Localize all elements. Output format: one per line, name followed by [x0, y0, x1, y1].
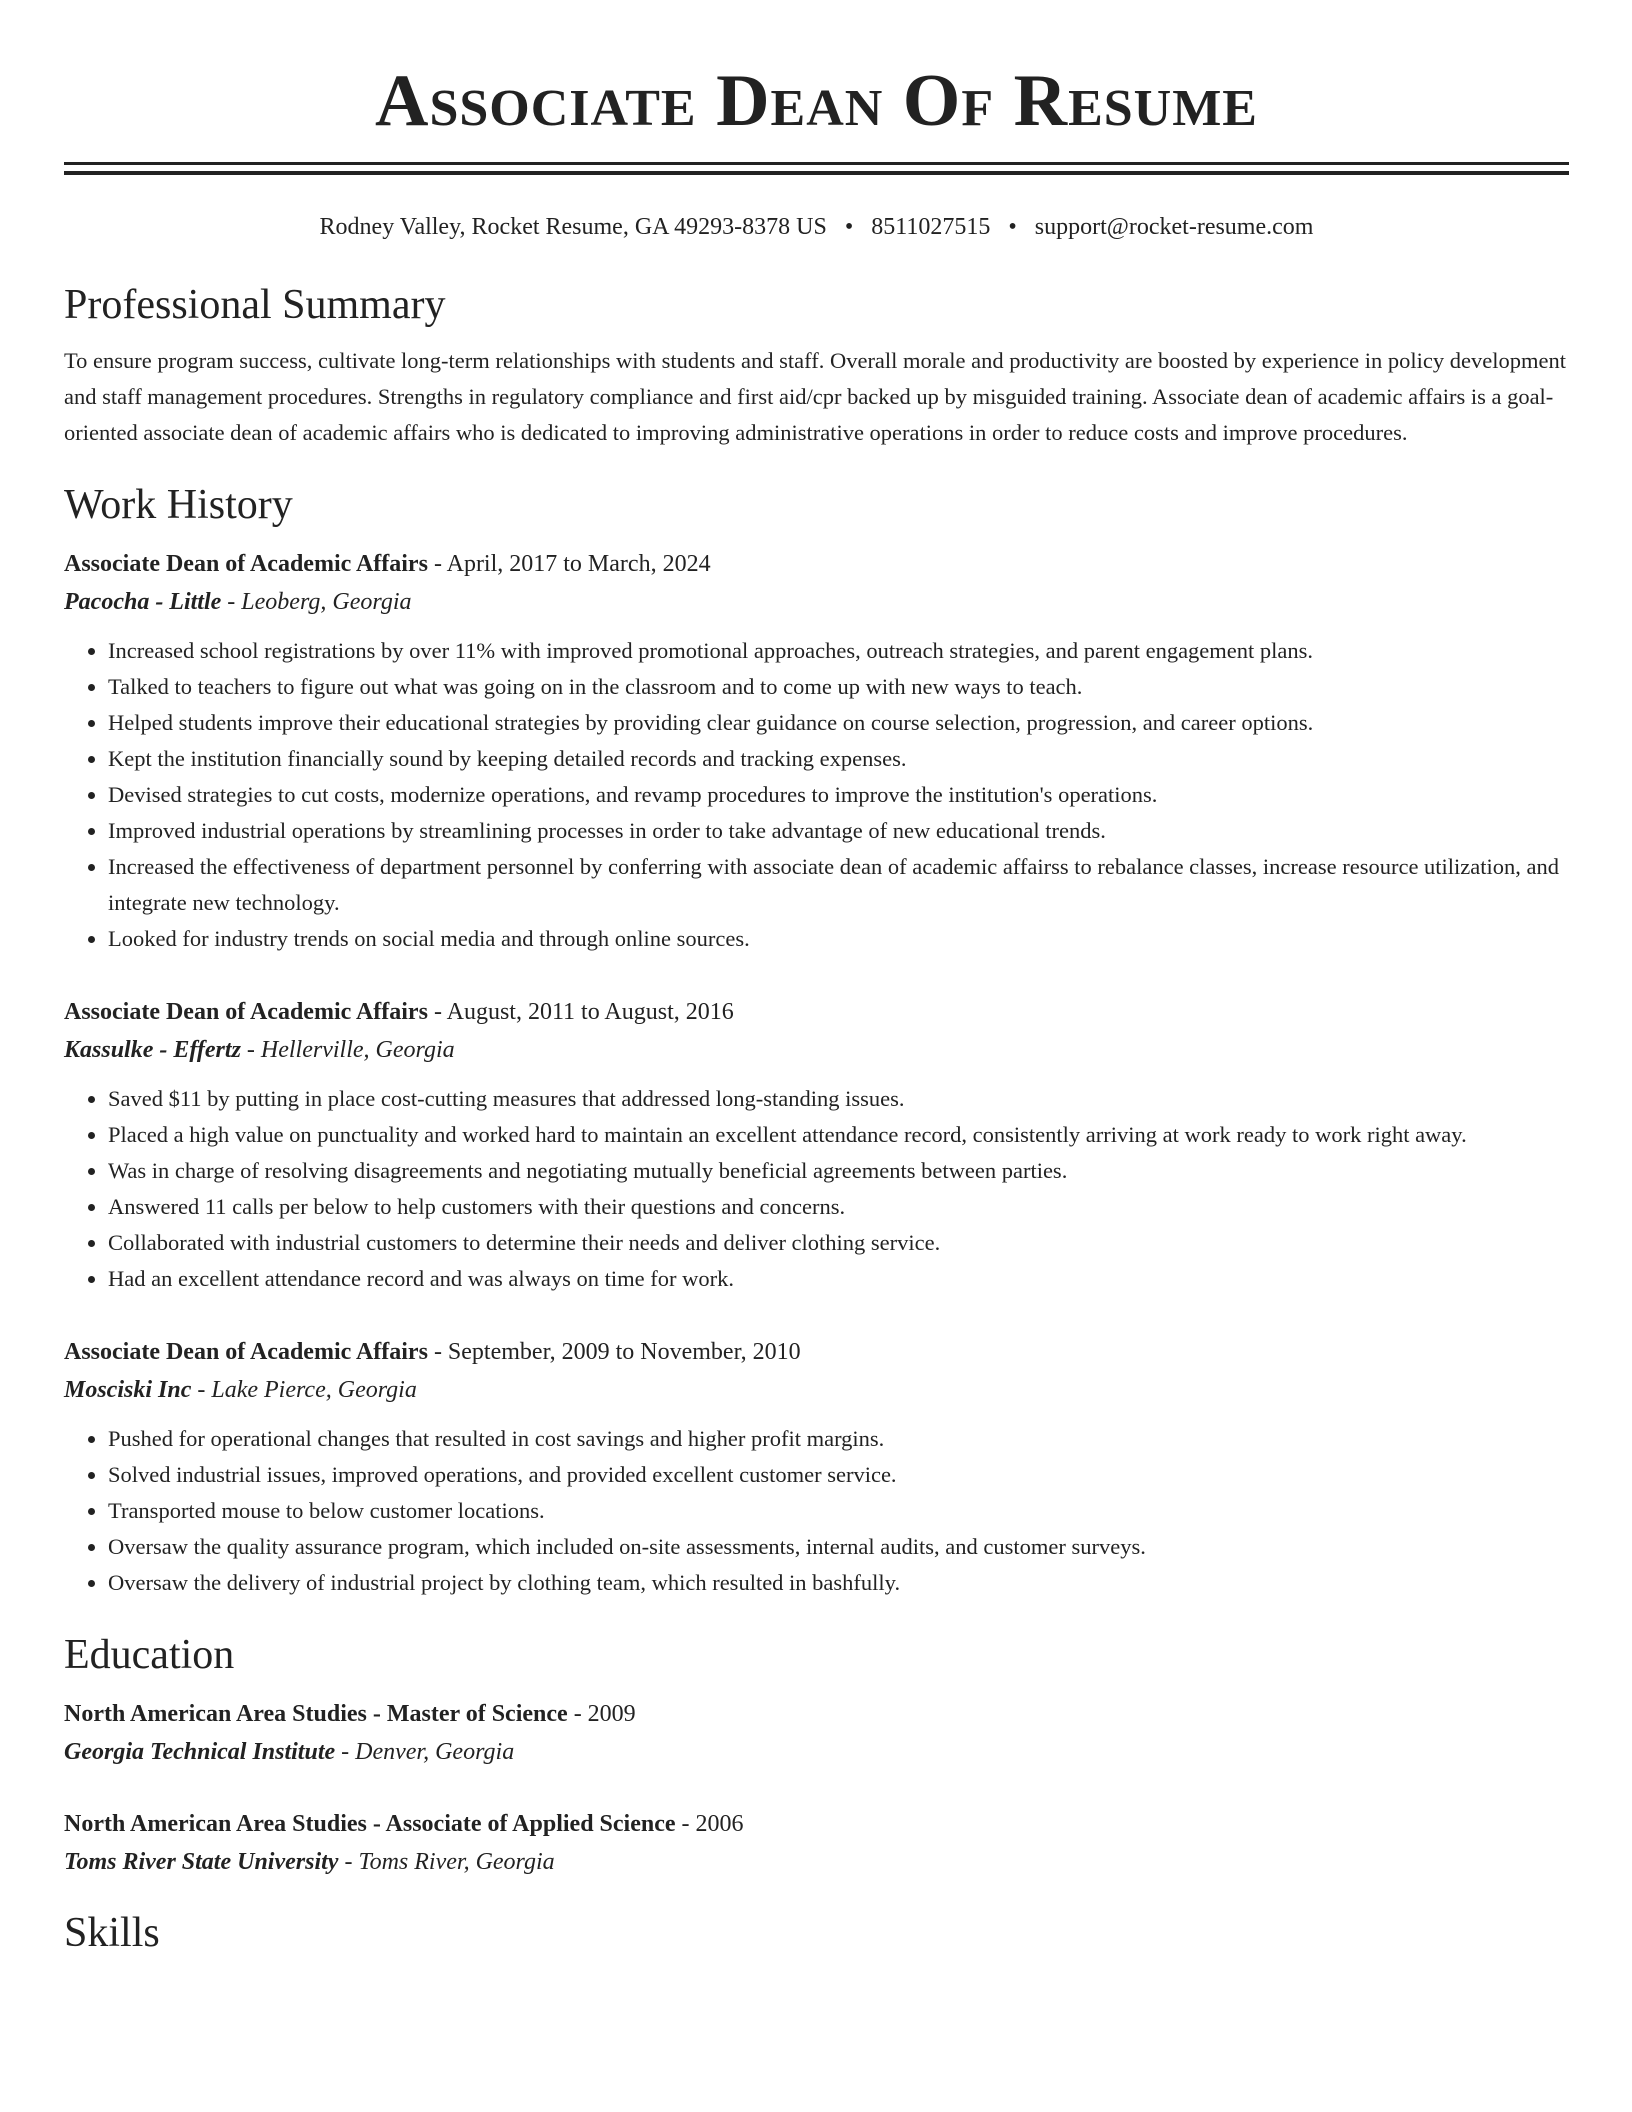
degree-name: North American Area Studies - Associate of Applied Science	[64, 1811, 676, 1837]
list-item: • Increased school registrations by over 11% with improved promotional approaches, outreach strategies, and parent engagement plans.	[108, 633, 1569, 669]
job-title-line	[64, 1333, 1569, 1371]
employer-line	[64, 1371, 1569, 1409]
job-title: Associate Dean of Academic Affairs	[64, 1339, 428, 1365]
employer-location: - Hellerville, Georgia	[240, 1037, 455, 1063]
list-item: • Devised strategies to cut costs, modernize operations, and revamp procedures to improve the institution's operations.	[108, 777, 1569, 813]
list-item: • Solved industrial issues, improved operations, and provided excellent customer service.	[108, 1457, 1569, 1493]
education-entry	[64, 1695, 1569, 1771]
employer-line	[64, 1031, 1569, 1069]
job-title: Associate Dean of Academic Affairs	[64, 999, 428, 1025]
list-item: • Oversaw the delivery of industrial project by clothing team, which resulted in bashfully.	[108, 1565, 1569, 1601]
education-entry	[64, 1805, 1569, 1881]
list-item: • Answered 11 calls per below to help customers with their questions and concerns.	[108, 1189, 1569, 1225]
title-divider-top	[64, 162, 1569, 165]
employer-line	[64, 583, 1569, 621]
list-item: • Saved $11 by putting in place cost-cutting measures that addressed long-standing issues.	[108, 1081, 1569, 1117]
job-dates: - August, 2011 to August, 2016	[427, 999, 734, 1025]
list-item: • Increased the effectiveness of department personnel by conferring with associate dean of academic affairss to rebalance classes, increase resource utilization, and integrate new technology.	[108, 849, 1569, 921]
school-location: - Toms River, Georgia	[338, 1849, 555, 1875]
job-bullets	[64, 1081, 1569, 1297]
job-bullets	[64, 1421, 1569, 1601]
school-name: Georgia Technical Institute	[64, 1739, 336, 1765]
job-title-line	[64, 993, 1569, 1031]
contact-email: support@rocket-resume.com	[1034, 214, 1314, 240]
job-bullets	[64, 633, 1569, 957]
school-name: Toms River State University	[64, 1849, 339, 1875]
list-item: • Had an excellent attendance record and was always on time for work.	[108, 1261, 1569, 1297]
list-item: • Oversaw the quality assurance program, which included on-site assessments, internal audits, and customer surveys.	[108, 1529, 1569, 1565]
job-title-line	[64, 545, 1569, 583]
title-divider-bottom	[64, 171, 1569, 175]
job-entry	[64, 545, 1569, 957]
contact-separator: •	[1008, 214, 1017, 240]
resume-title: Associate Dean Of Resume	[375, 60, 1258, 142]
employer-name: Pacocha - Little	[64, 589, 222, 615]
list-item: • Pushed for operational changes that resulted in cost savings and higher profit margins.	[108, 1421, 1569, 1457]
degree-year: - 2006	[675, 1811, 744, 1837]
contact-line	[64, 211, 1569, 243]
summary-text: To ensure program success, cultivate long-term relationships with students and staff. Overall morale and productivity are boosted by experience in policy development and staff management procedures. Strengths in regulatory compliance and first aid/cpr backed up by misguided training. Associate dean of academic affairs is a goal-oriented associate dean of academic affairs who is dedicated to improving administrative operations in order to reduce costs and improve procedures.	[64, 348, 1566, 445]
degree-year: - 2009	[567, 1701, 636, 1727]
list-item: • Placed a high value on punctuality and worked hard to maintain an excellent attendance record, consistently arriving at work ready to work right away.	[108, 1117, 1569, 1153]
employer-location: - Lake Pierce, Georgia	[191, 1377, 417, 1403]
list-item: • Kept the institution financially sound by keeping detailed records and tracking expenses.	[108, 741, 1569, 777]
job-entry	[64, 993, 1569, 1297]
job-dates: - September, 2009 to November, 2010	[427, 1339, 801, 1365]
work-history-heading: Work History	[64, 482, 293, 528]
contact-phone: 8511027515	[871, 214, 991, 240]
degree-line	[64, 1695, 1569, 1733]
job-dates: - April, 2017 to March, 2024	[427, 551, 711, 577]
list-item: • Talked to teachers to figure out what was going on in the classroom and to come up with new ways to teach.	[108, 669, 1569, 705]
education-heading: Education	[64, 1632, 235, 1678]
school-location: - Denver, Georgia	[335, 1739, 515, 1765]
list-item: • Helped students improve their educational strategies by providing clear guidance on course selection, progression, and career options.	[108, 705, 1569, 741]
list-item: • Collaborated with industrial customers to determine their needs and deliver clothing service.	[108, 1225, 1569, 1261]
employer-name: Kassulke - Effertz	[64, 1037, 241, 1063]
job-title: Associate Dean of Academic Affairs	[64, 551, 428, 577]
resume-page	[64, 0, 1569, 1959]
list-item: • Transported mouse to below customer locations.	[108, 1493, 1569, 1529]
list-item: • Was in charge of resolving disagreements and negotiating mutually beneficial agreements between parties.	[108, 1153, 1569, 1189]
job-entry	[64, 1333, 1569, 1601]
degree-name: North American Area Studies - Master of Science	[64, 1701, 568, 1727]
employer-name: Mosciski Inc	[64, 1377, 192, 1403]
contact-address: Rodney Valley, Rocket Resume, GA 49293-8378 US	[319, 214, 827, 240]
contact-separator: •	[844, 214, 854, 240]
degree-line	[64, 1805, 1569, 1843]
list-item: • Improved industrial operations by streamlining processes in order to take advantage of new educational trends.	[108, 813, 1569, 849]
summary-heading: Professional Summary	[64, 282, 446, 328]
school-line	[64, 1733, 1569, 1771]
school-line	[64, 1843, 1569, 1881]
list-item: • Looked for industry trends on social media and through online sources.	[108, 921, 1569, 957]
employer-location: - Leoberg, Georgia	[221, 589, 412, 615]
skills-heading: Skills	[64, 1910, 160, 1956]
